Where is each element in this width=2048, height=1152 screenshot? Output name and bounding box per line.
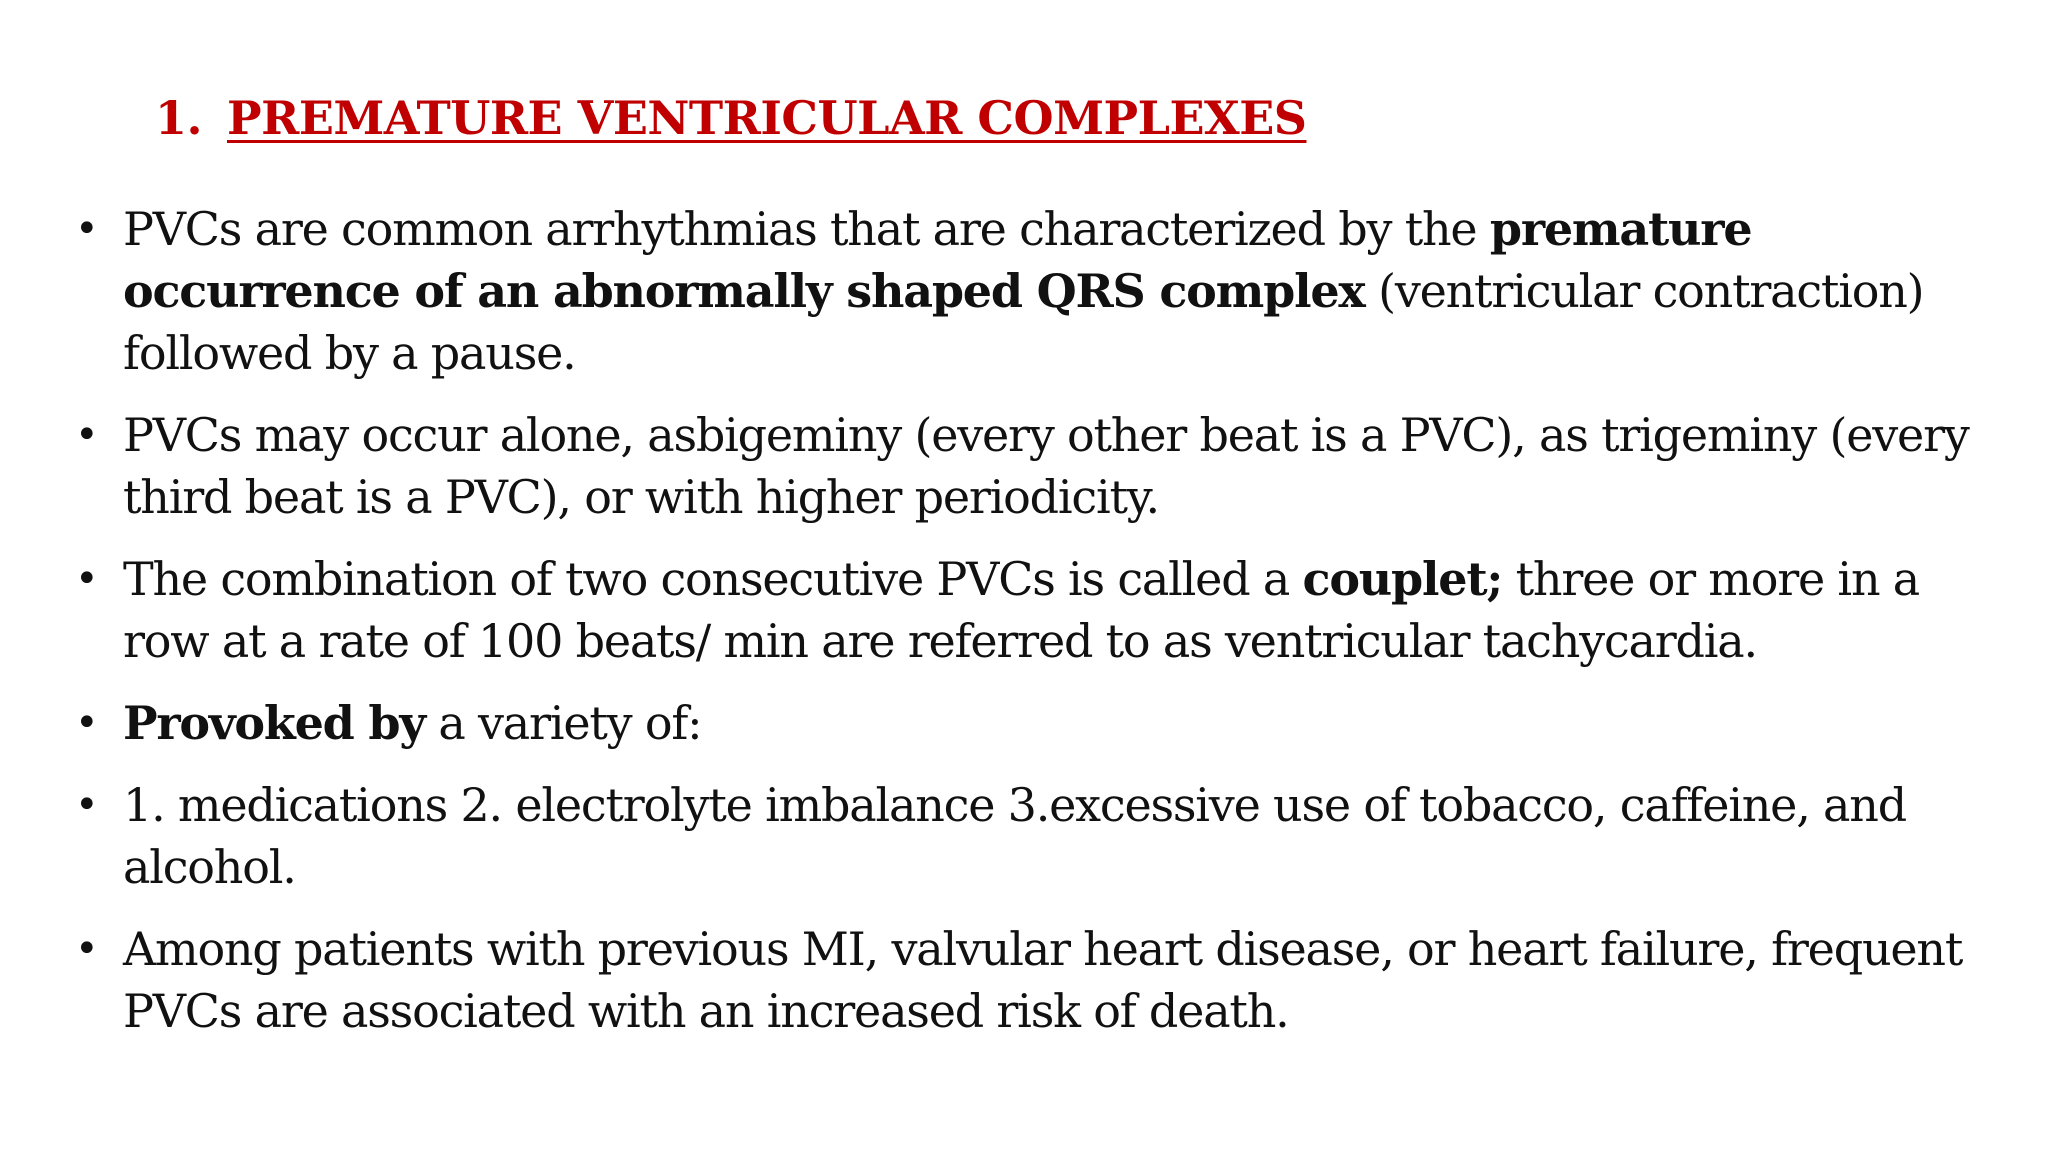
- bullet-emphasis: couplet;: [1302, 552, 1503, 606]
- bullet-marker: •: [75, 556, 98, 602]
- bullet-text: Among patients with previous MI, valvular heart disease, or heart failure, frequent PVCs are associated with an increased risk of death.: [123, 922, 1963, 1038]
- bullet-marker: •: [75, 206, 98, 252]
- bullet-item: [75, 548, 1975, 672]
- bullet-item: [75, 918, 1975, 1042]
- bullet-item: [75, 198, 1975, 384]
- bullet-text: 1. medications 2. electrolyte imbalance 3.excessive use of tobacco, caffeine, and alcohol.: [123, 778, 1906, 894]
- bullet-item: [75, 404, 1975, 528]
- bullet-text: PVCs may occur alone, asbigeminy (every other beat is a PVC), as trigeminy (every third beat is a PVC), or with higher periodicity.: [123, 408, 1969, 524]
- bullet-item: [75, 692, 1975, 754]
- bullet-text: a variety of:: [424, 696, 702, 750]
- bullet-marker: •: [75, 782, 98, 828]
- bullet-marker: •: [75, 700, 98, 746]
- title-text: PREMATURE VENTRICULAR COMPLEXES: [227, 91, 1307, 145]
- bullet-text: three or more in a row at a rate of 100 beats/ min are referred to as ventricular tachycardia.: [123, 552, 1920, 668]
- bullet-item: [75, 774, 1975, 898]
- bullet-marker: •: [75, 412, 98, 458]
- bullet-marker: •: [75, 926, 98, 972]
- slide-title: [155, 86, 1306, 150]
- bullet-text: (ventricular contraction) followed by a pause.: [123, 264, 1924, 380]
- bullet-text: PVCs are common arrhythmias that are characterized by the: [123, 202, 1490, 256]
- bullet-emphasis: Provoked by: [123, 696, 425, 750]
- bullet-list: [75, 198, 1975, 1062]
- bullet-emphasis: premature occurrence of an abnormally shaped QRS complex: [123, 202, 1752, 318]
- title-number: 1.: [155, 91, 203, 145]
- bullet-text: The combination of two consecutive PVCs is called a: [123, 552, 1303, 606]
